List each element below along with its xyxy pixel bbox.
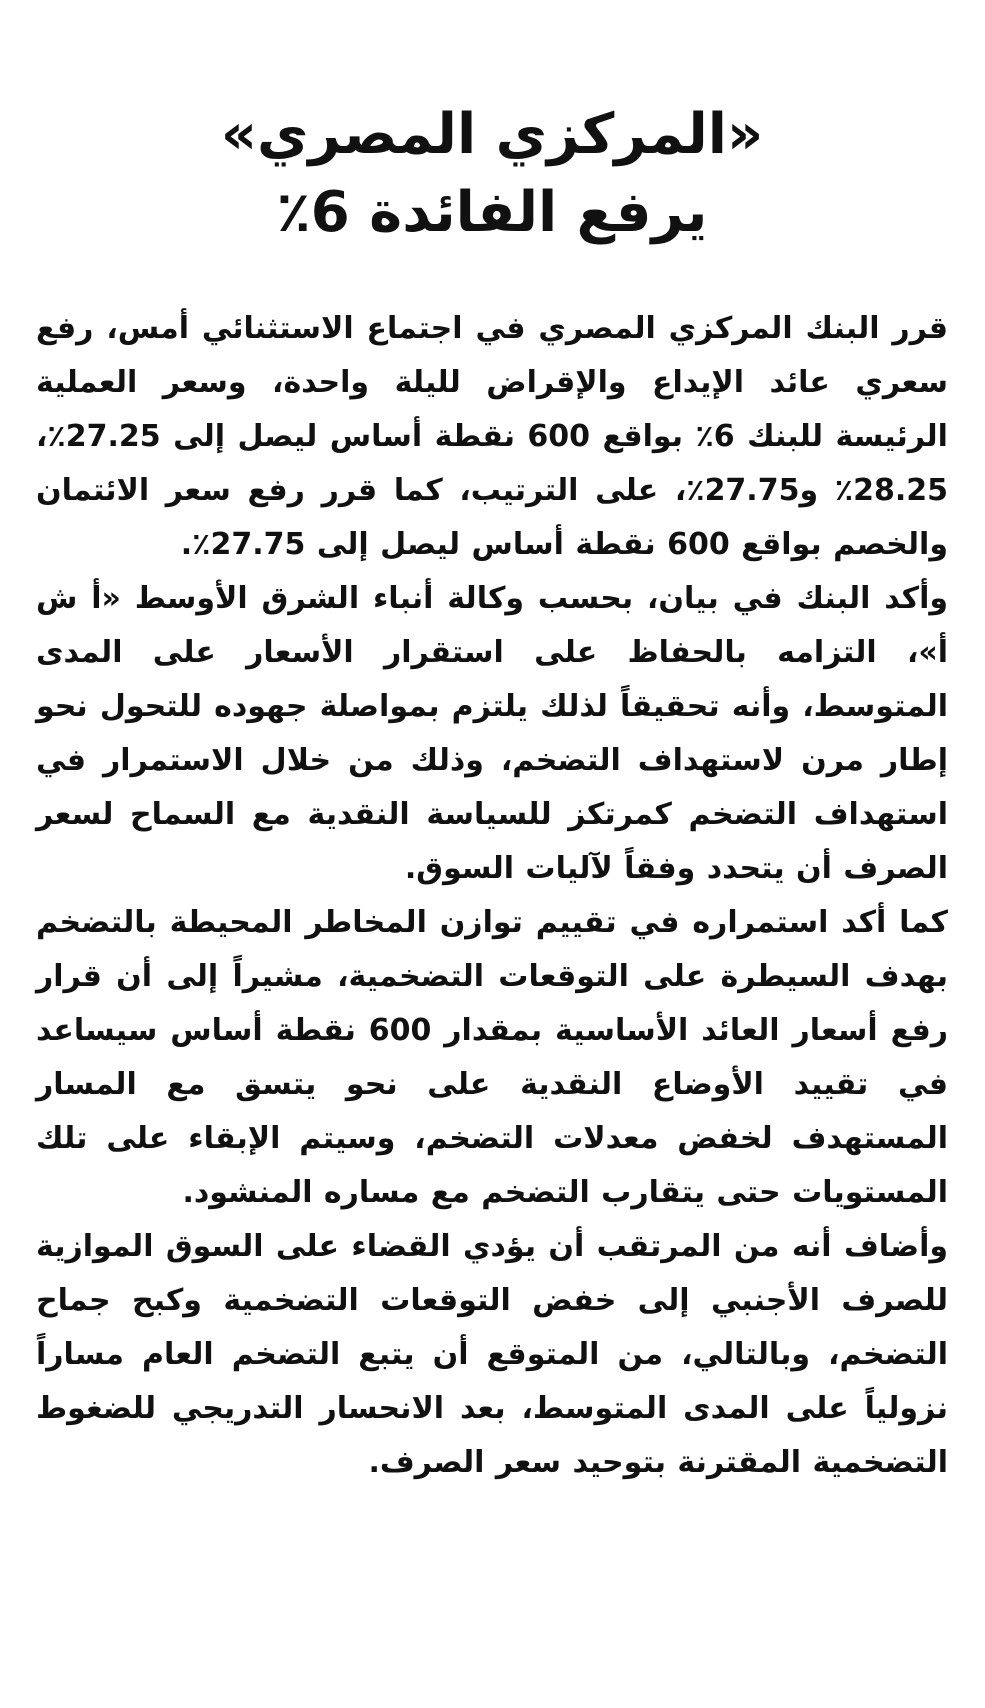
news-article (36, 0, 948, 1708)
article-paragraph-2: وأكد البنك في بيان، بحسب وكالة أنباء الشرق الأوسط «أ ش أ»، التزامه بالحفاظ على استقرار الأسعار على المدى المتوسط، وأنه تحقيقاً لذلك يلتزم بمواصلة جهوده للتحول نحو إطار مرن لاستهداف التضخم، وذلك من خلال الاستمرار في استهداف التضخم كمرتكز للسياسة النقدية مع السماح لسعر الصرف أن يتحدد وفقاً لآليات السوق. (36, 581, 948, 886)
article-paragraph-4: وأضاف أنه من المرتقب أن يؤدي القضاء على السوق الموازية للصرف الأجنبي إلى خفض التوقعات التضخمية وكبح جماح التضخم، وبالتالي، من المتوقع أن يتبع التضخم العام مساراً نزولياً على المدى المتوسط، بعد الانحسار التدريجي للضغوط التضخمية المقترنة بتوحيد سعر الصرف. (36, 1229, 948, 1480)
article-paragraph-3: كما أكد استمراره في تقييم توازن المخاطر المحيطة بالتضخم بهدف السيطرة على التوقعات التضخمية، مشيراً إلى أن قرار رفع أسعار العائد الأساسية بمقدار 600 نقطة أساس سيساعد في تقييد الأوضاع النقدية على نحو يتسق مع المسار المستهدف لخفض معدلات التضخم، وسيتم الإبقاء على تلك المستويات حتى يتقارب التضخم مع مساره المنشود. (36, 905, 948, 1210)
headline-line-1: «المركزي المصري» (220, 102, 764, 167)
article-body (36, 302, 948, 1490)
article-paragraph-1: قرر البنك المركزي المصري في اجتماع الاستثنائي أمس، رفع سعري عائد الإيداع والإقراض لليلة واحدة، وسعر العملية الرئيسة للبنك 6٪ بواقع 600 نقطة أساس ليصل إلى 27.25٪، 28.25٪ و27.75٪، على الترتيب، كما قرر رفع سعر الائتمان والخصم بواقع 600 نقطة أساس ليصل إلى 27.75٪. (36, 311, 948, 562)
headline-line-2: يرفع الفائدة 6٪ (276, 180, 708, 245)
article-headline (36, 0, 948, 252)
